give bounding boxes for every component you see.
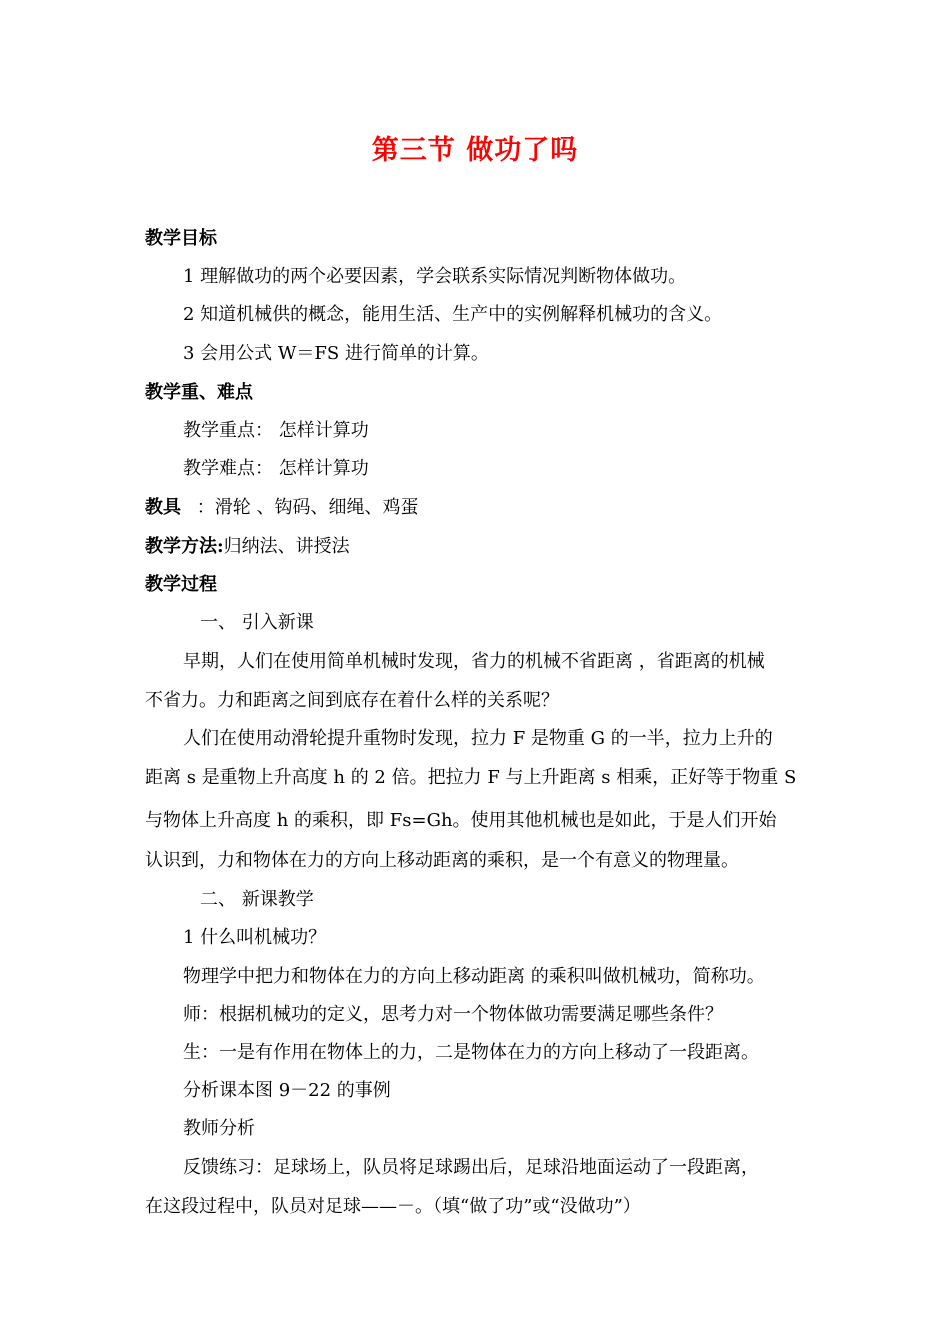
key-points-heading: 教学重、难点	[145, 382, 253, 403]
paragraph-line: 距离 s 是重物上升高度 h 的 2 倍。把拉力 F 与上升距离 s 相乘，正好等于物重 S	[145, 767, 797, 788]
difficulty-text: 教学难点： 怎样计算功	[183, 458, 369, 479]
key-point-text: 教学重点： 怎样计算功	[183, 420, 369, 441]
tools-line	[145, 496, 418, 520]
methods-label: 教学方法:	[145, 536, 224, 557]
objectives-heading: 教学目标	[145, 228, 217, 249]
question-line: 1 什么叫机械功？	[183, 927, 327, 948]
objective-item: 3 会用公式 W＝FS 进行简单的计算。	[183, 343, 489, 364]
paragraph-line: 与物体上升高度 h 的乘积，即 Fs=Gh。使用其他机械也是如此，于是人们开始	[145, 810, 777, 831]
methods-text: 归纳法、讲授法	[223, 536, 350, 557]
definition-line: 物理学中把力和物体在力的方向上移动距离 的乘积叫做机械功，简称功。	[183, 966, 765, 987]
paragraph-line: 认识到，力和物体在力的方向上移动距离的乘积，是一个有意义的物理量。	[145, 850, 739, 871]
paragraph-line: 不省力。力和距离之间到底存在着什么样的关系呢？	[145, 690, 559, 711]
analysis-line: 分析课本图 9－22 的事例	[183, 1080, 391, 1101]
objective-item: 1 理解做功的两个必要因素，学会联系实际情况判断物体做功。	[183, 266, 687, 287]
page-title: 第三节 做功了吗	[371, 135, 579, 166]
feedback-line: 在这段过程中，队员对足球——－。（填“做了功”或“没做功”）	[145, 1196, 641, 1217]
objective-item: 2 知道机械供的概念，能用生活、生产中的实例解释机械功的含义。	[183, 304, 723, 325]
section-title-intro: 一、 引入新课	[200, 612, 314, 633]
process-heading: 教学过程	[145, 574, 217, 595]
student-answer: 生：一是有作用在物体上的力，二是物体在力的方向上移动了一段距离。	[183, 1042, 759, 1063]
teacher-analysis: 教师分析	[183, 1118, 255, 1139]
tools-label: 教具	[145, 497, 181, 518]
paragraph-line: 人们在使用动滑轮提升重物时发现，拉力 F 是物重 G 的一半，拉力上升的	[183, 728, 773, 749]
section-title-new-lesson: 二、 新课教学	[200, 889, 314, 910]
paragraph-line: 早期，人们在使用简单机械时发现，省力的机械不省距离 ，省距离的机械	[183, 651, 765, 672]
teacher-question: 师：根据机械功的定义，思考力对一个物体做功需要满足哪些条件？	[183, 1004, 723, 1025]
feedback-line: 反馈练习：足球场上，队员将足球踢出后，足球沿地面运动了一段距离，	[183, 1157, 759, 1178]
tools-text: ：滑轮 、钩码、细绳、鸡蛋	[196, 497, 419, 518]
methods-line	[145, 535, 350, 559]
